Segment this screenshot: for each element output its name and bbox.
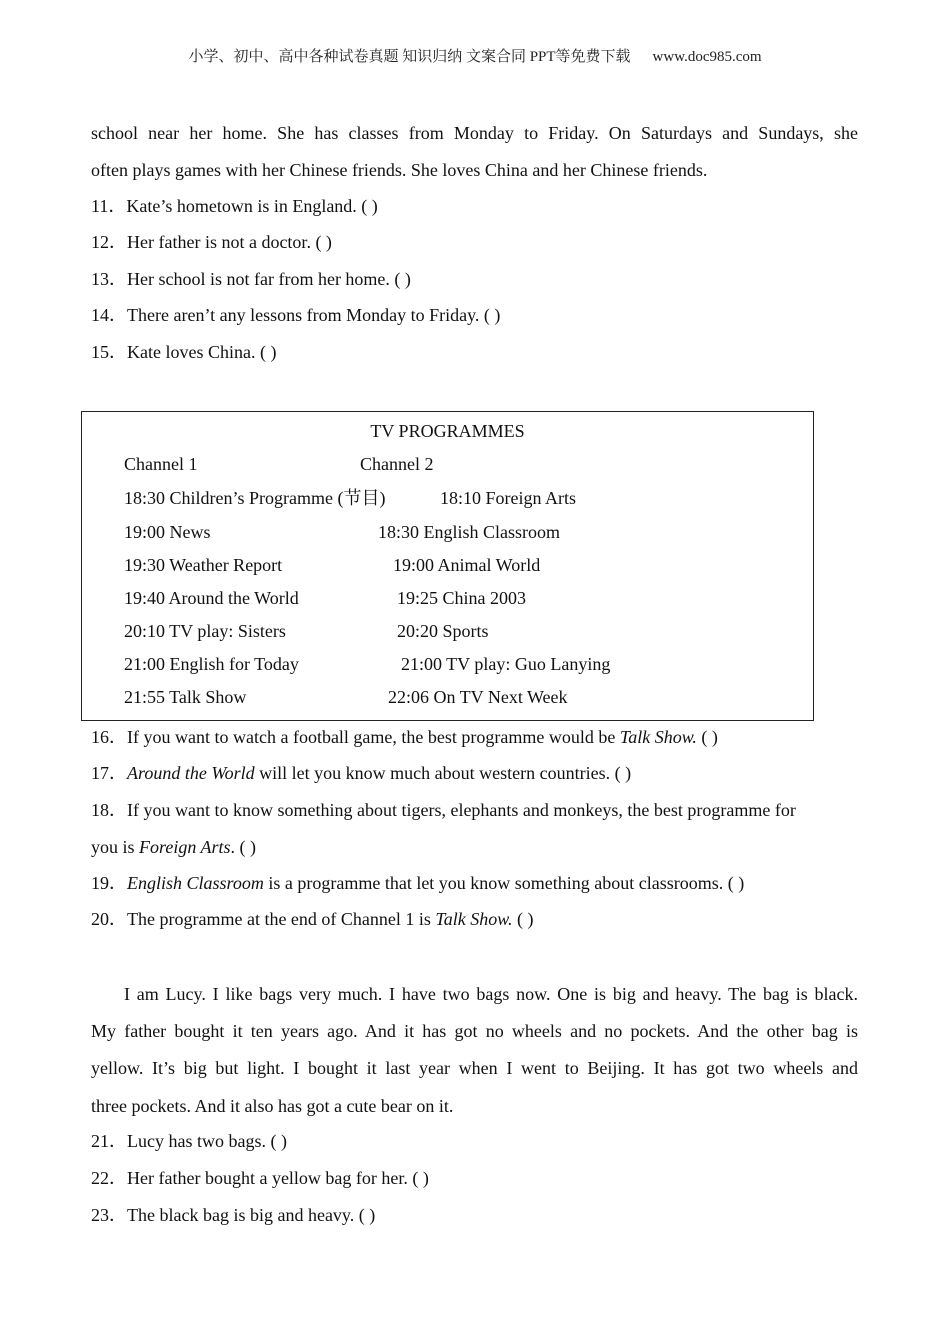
passage2-line2: My father bought it ten years ago. And it has got no wheels and no pockets. And the other bag is xyxy=(91,1021,858,1041)
question-number: 12． xyxy=(91,232,127,252)
programme-name: Foreign Arts xyxy=(139,837,231,857)
question-text: Kate’s hometown is in England. ( ) xyxy=(126,196,378,216)
channel2-item: 21:00 TV play: Guo Lanying xyxy=(401,654,611,674)
question-text: The programme at the end of Channel 1 is xyxy=(127,909,436,929)
question-text: There aren’t any lessons from Monday to Friday. ( ) xyxy=(127,305,501,325)
channel1-item: 19:40 Around the World xyxy=(124,588,299,608)
question-number: 21． xyxy=(91,1131,127,1151)
channel2-item: 22:06 On TV Next Week xyxy=(388,687,568,707)
question-number: 15． xyxy=(91,342,127,362)
question-16 xyxy=(91,726,718,748)
passage1-line1: school near her home. She has classes from Monday to Friday. On Saturdays and Sundays, she xyxy=(91,123,858,143)
question-21 xyxy=(91,1130,287,1152)
question-text: Her father bought a yellow bag for her. ( ) xyxy=(127,1168,429,1188)
question-19 xyxy=(91,872,744,894)
channel2-item: 18:10 Foreign Arts xyxy=(440,488,577,508)
channel1-item: 21:00 English for Today xyxy=(124,654,299,674)
header-site: www.doc985.com xyxy=(652,49,762,65)
question-text: Her school is not far from her home. ( ) xyxy=(127,269,411,289)
question-20 xyxy=(91,908,533,930)
programme-name: English Classroom xyxy=(127,873,264,893)
tv-title: TV PROGRAMMES xyxy=(370,421,525,441)
question-15 xyxy=(91,341,276,363)
header-text: 小学、初中、高中各种试卷真题 知识归纳 文案合同 PPT等免费下载 xyxy=(188,49,631,65)
question-number: 16． xyxy=(91,727,127,747)
question-text: is a programme that let you know something about classrooms. ( ) xyxy=(263,873,745,893)
channel2-heading: Channel 2 xyxy=(360,454,434,474)
programme-name: Around the World xyxy=(127,763,255,783)
answer-parens: ( ) xyxy=(512,909,534,929)
passage2-line4: three pockets. And it also has got a cute bear on it. xyxy=(91,1096,454,1116)
question-number: 22． xyxy=(91,1168,127,1188)
channel2-item: 18:30 English Classroom xyxy=(378,522,561,542)
question-text: The black bag is big and heavy. ( ) xyxy=(127,1205,376,1225)
question-number: 23． xyxy=(91,1205,127,1225)
channel2-item: 20:20 Sports xyxy=(397,621,489,641)
question-23 xyxy=(91,1204,375,1226)
channel1-item: 21:55 Talk Show xyxy=(124,687,247,707)
question-22 xyxy=(91,1167,429,1189)
question-13 xyxy=(91,268,411,290)
passage2-line1: I am Lucy. I like bags very much. I have two bags now. One is big and heavy. The bag is black. xyxy=(124,984,858,1004)
channel1-item: 19:00 News xyxy=(124,522,211,542)
question-number: 11． xyxy=(91,196,127,216)
question-12 xyxy=(91,231,332,253)
question-text: If you want to watch a football game, the best programme would be xyxy=(127,727,620,747)
question-number: 20． xyxy=(91,909,127,929)
question-number: 13． xyxy=(91,269,127,289)
programme-name: Talk Show. xyxy=(619,727,697,747)
passage1-line2: often plays games with her Chinese friends. She loves China and her Chinese friends. xyxy=(91,160,708,180)
question-text: you is xyxy=(91,837,140,857)
channel2-item: 19:00 Animal World xyxy=(393,555,541,575)
question-number: 18． xyxy=(91,800,127,820)
page-header xyxy=(0,45,950,66)
question-text: Her father is not a doctor. ( ) xyxy=(127,232,332,252)
question-number: 14． xyxy=(91,305,127,325)
question-11 xyxy=(91,195,378,217)
passage2-line3: yellow. It’s big but light. I bought it last year when I went to Beijing. It has got two wheels and xyxy=(91,1058,858,1078)
channel2-item: 19:25 China 2003 xyxy=(397,588,526,608)
question-number: 17． xyxy=(91,763,127,783)
channel1-item: 20:10 TV play: Sisters xyxy=(124,621,286,641)
programme-name: Talk Show. xyxy=(435,909,513,929)
question-18-line2 xyxy=(91,836,256,858)
question-14 xyxy=(91,304,500,326)
question-17 xyxy=(91,762,631,784)
question-number: 19． xyxy=(91,873,127,893)
channel1-heading: Channel 1 xyxy=(124,454,198,474)
question-text: Kate loves China. ( ) xyxy=(127,342,277,362)
channel1-item: 19:30 Weather Report xyxy=(124,555,283,575)
answer-parens: ( ) xyxy=(696,727,718,747)
question-text: If you want to know something about tigers, elephants and monkeys, the best programme for xyxy=(127,800,796,820)
tv-programmes-table xyxy=(81,411,814,721)
question-text: Lucy has two bags. ( ) xyxy=(127,1131,287,1151)
question-18-line1 xyxy=(91,799,796,821)
channel1-item: 18:30 Children’s Programme (节目) xyxy=(124,488,386,508)
question-text: will let you know much about western countries. ( ) xyxy=(254,763,632,783)
answer-parens: . ( ) xyxy=(230,837,257,857)
